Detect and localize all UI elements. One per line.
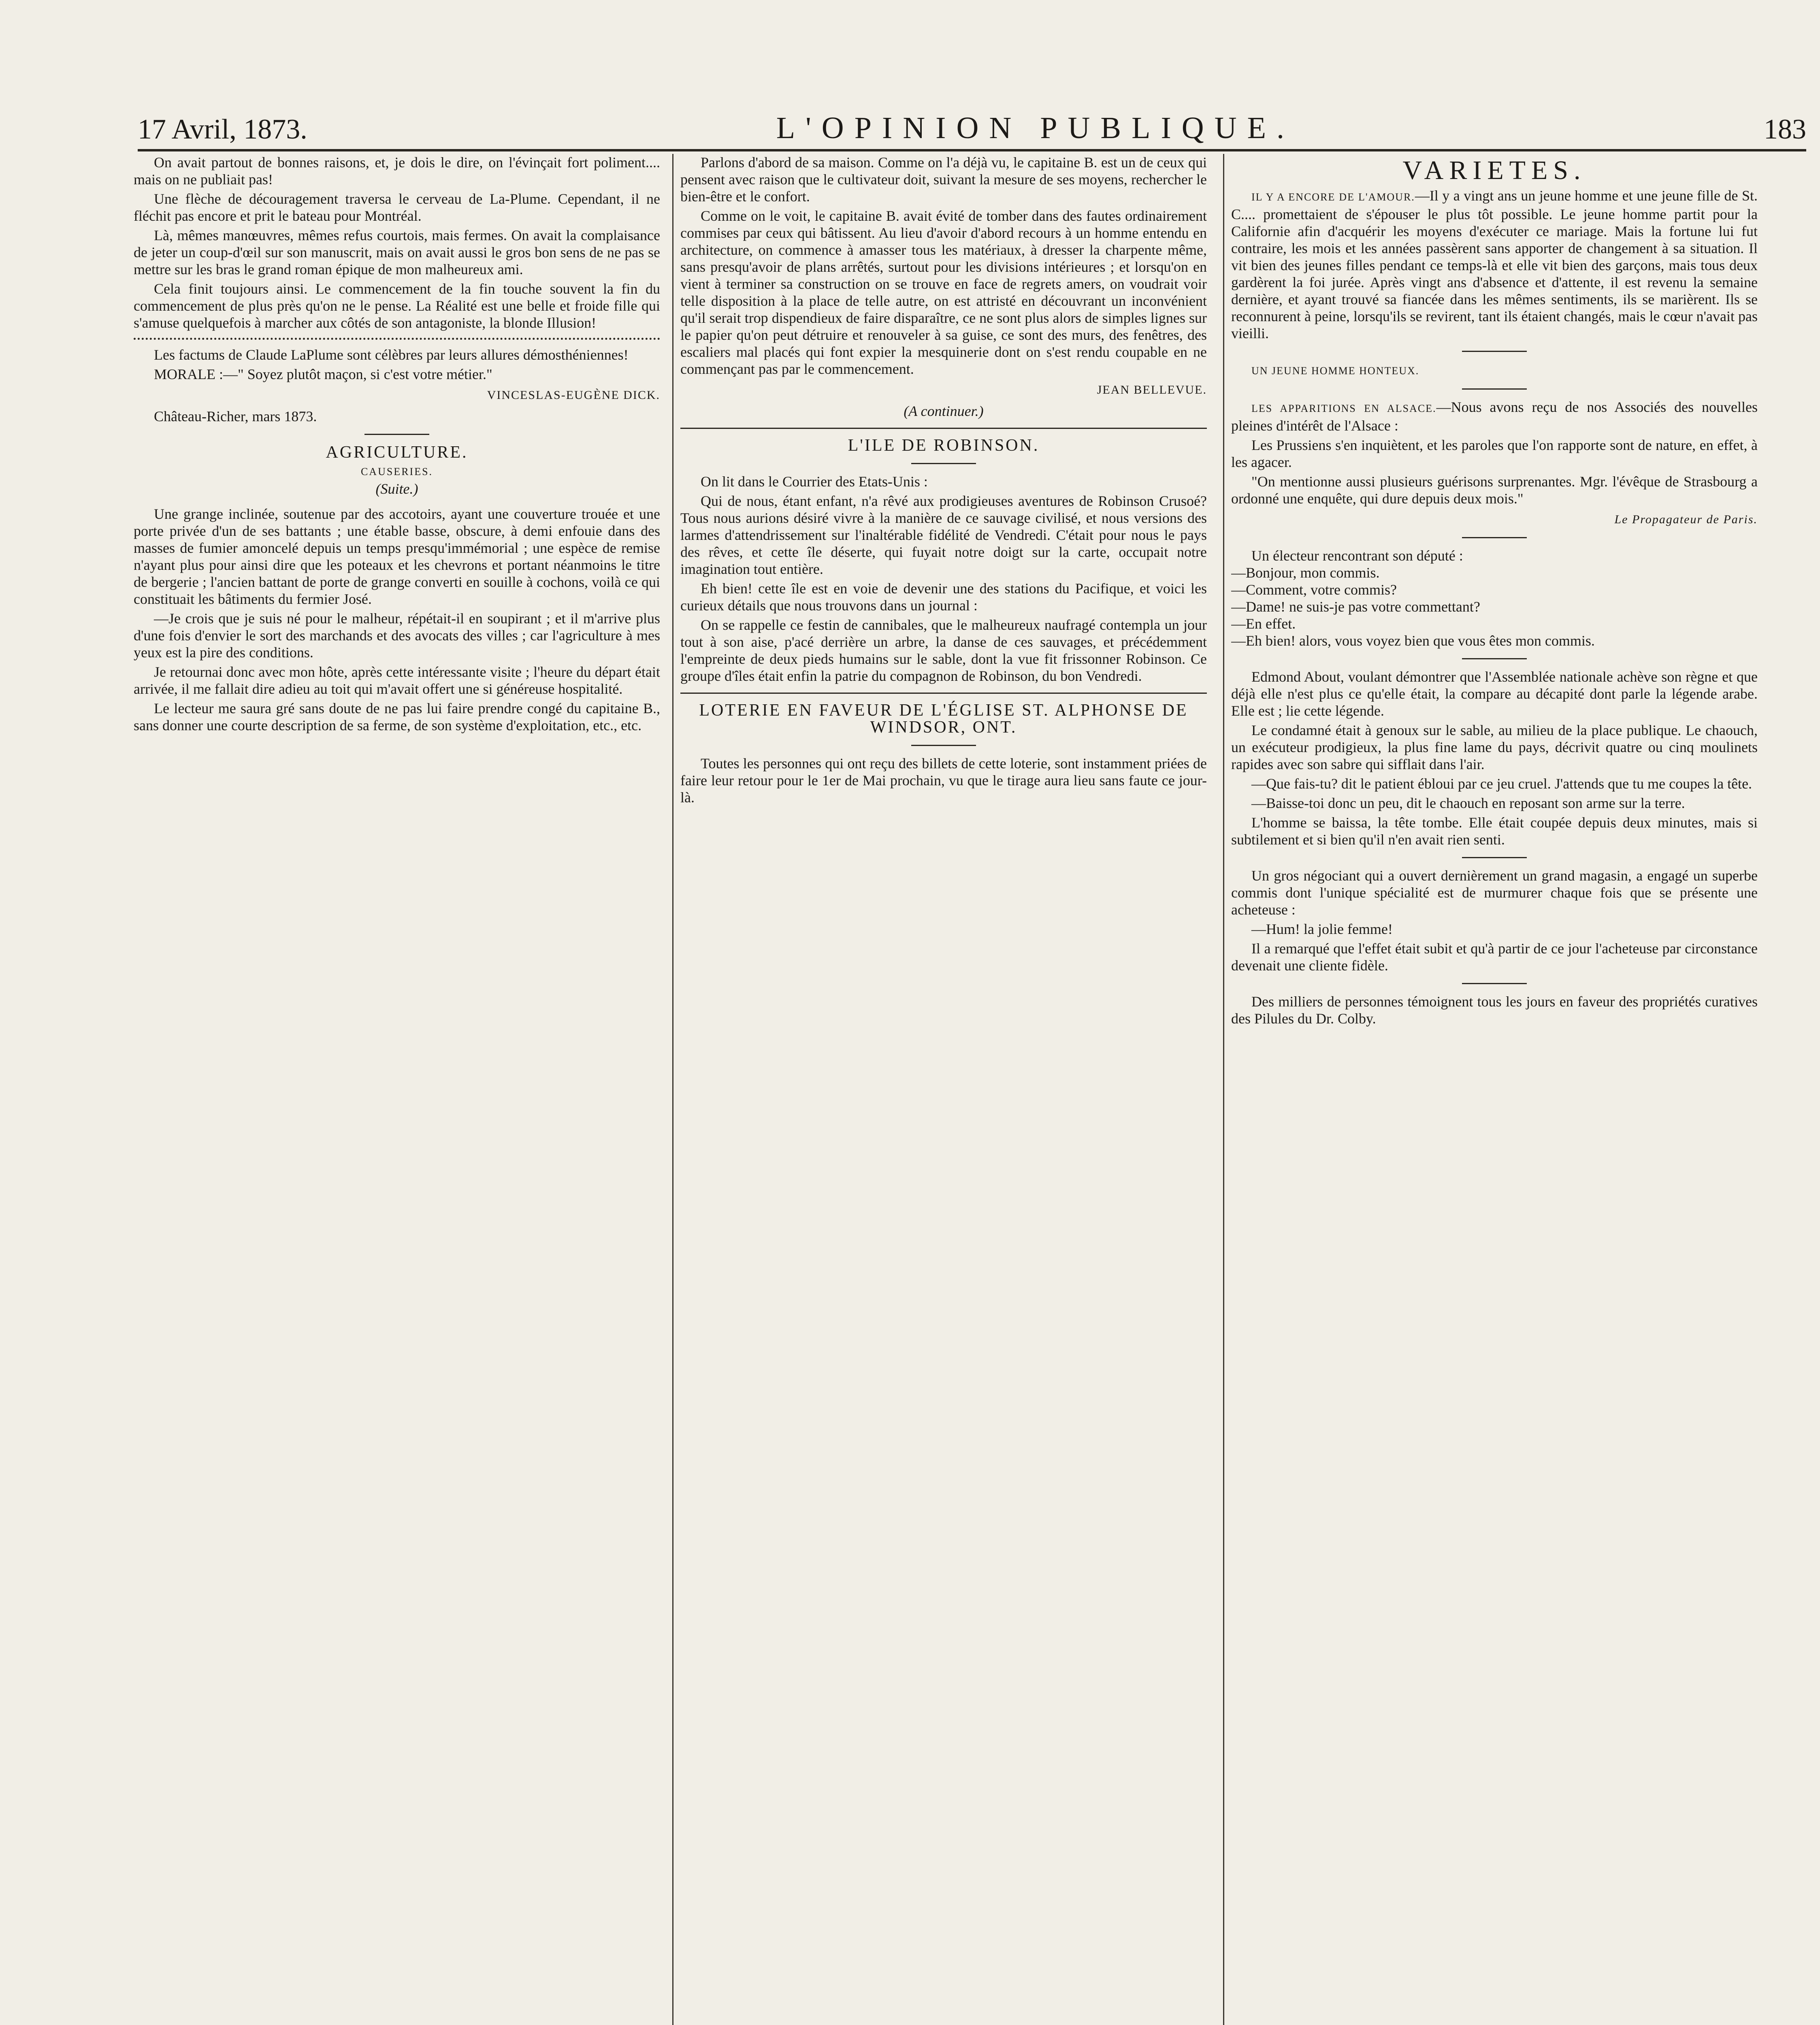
item-text: —Il y a vingt ans un jeune homme et une jeune fille de St. C.... promettaient de s'épouser le plus tôt possible. Le jeune homme partit pour la Californie afin d'acquérir les moyens d'exécuter ce mariage. Mais la fortune lui fut contraire, les mois et les années passèrent sans apporter de changement à sa situation. Il vit bien des jeunes filles pendant ce temps-là et elle vit bien des garçons, mais tous deux gardèrent la foi jurée. Après vingt ans d'absence et d'attente, il est revenu la semaine dernière, et ayant trouvé sa fiancée dans les mêmes sentiments, ils se marièrent. Ils se reconnurent à peine, lorsqu'ils se revirent, tant ils étaient changés, mais le cœur n'avait pas vieilli. [1231, 188, 1758, 341]
paragraph: Toutes les personnes qui ont reçu des billets de cette loterie, sont instamment priées de faire leur retour pour le 1er de Mai prochain, vu que le tirage aura lieu sans faute ce jour-là. [680, 755, 1207, 806]
section-title: LOTERIE EN FAVEUR DE L'ÉGLISE ST. ALPHONSE DE WINDSOR, ONT. [699, 701, 1188, 737]
paragraph: Le condamné était à genoux sur le sable, au milieu de la place publique. Le chaouch, un exécuteur prodigieux, la plus fine lame du pays, décrivit quatre ou cinq moulinets rapides avec son sabre qui sifflait dans l'air. [1231, 722, 1758, 772]
paragraph [1231, 399, 1758, 434]
section-title: VARIETES. [1402, 156, 1586, 185]
moral: MORALE :—" Soyez plutôt maçon, si c'est votre métier." [154, 366, 492, 382]
paragraph: "On mentionne aussi plusieurs guérisons surprenantes. Mgr. l'évêque de Strasbourg a ordonné une enquête, qui dure depuis deux mois." [1231, 473, 1758, 507]
item-lead: IL Y A ENCORE DE L'AMOUR. [1251, 191, 1415, 203]
column-3 [1231, 154, 1758, 2025]
column-separator [672, 154, 673, 2025]
item-lead: UN JEUNE HOMME HONTEUX. [1251, 365, 1419, 377]
dialogue [1231, 547, 1758, 649]
dialogue-line: —Dame! ne suis-je pas votre commettant? [1231, 599, 1480, 615]
section-subtitle-suite: (Suite.) [375, 481, 418, 497]
paragraph: Des milliers de personnes témoignent tous les jours en faveur des propriétés curatives des Pilules du Dr. Colby. [1231, 993, 1758, 1027]
paragraph: Là, mêmes manœuvres, mêmes refus courtois, mais fermes. On avait la complaisance de jeter un coup-d'œil sur son manuscrit, mais on avait aussi le gros bon sens de ne pas se mettre sur les bras le grand roman épique de mon malheureux ami. [134, 227, 660, 277]
paragraph: Une grange inclinée, soutenue par des accotoirs, ayant une couverture trouée et une porte privée d'un de ses battants ; une étable basse, obscure, à demi enfouie dans des masses de fumier amoncelé depuis un temps presqu'immémorial ; une espèce de remise n'ayant plus pour ainsi dire que les poteaux et les chevrons et portant néanmoins le titre de bergerie ; l'ancien battant de porte de grange converti en souille à cochons, voilà ce qui constituait les bâtiments du fermier José. [134, 506, 660, 607]
column-1 [134, 154, 660, 2025]
paragraph: On se rappelle ce festin de cannibales, que le malheureux naufragé contempla un jour tout à son aise, p'acé derrière un arbre, la danse de ces sauvages, et précédemment l'empreinte de deux pieds humains sur le sable, dont la vue fit frissonner Robinson. Ce groupe d'îles était enfin la patrie du compagnon de Robinson, du bon Vendredi. [680, 617, 1207, 684]
to-be-continued: (A continuer.) [904, 403, 984, 419]
section-title: L'ILE DE ROBINSON. [848, 436, 1040, 455]
short-rule [1462, 983, 1527, 984]
paragraph: —Hum! la jolie femme! [1251, 921, 1393, 937]
item-lead: LES APPARITIONS EN ALSACE. [1251, 403, 1436, 414]
section-rule [680, 693, 1207, 694]
short-rule [911, 745, 976, 746]
paragraph: Je retournai donc avec mon hôte, après cette intéressante visite ; l'heure du départ était arrivée, il me fallait dire adieu au toit qui m'avait offert une si généreuse hospitalité. [134, 664, 660, 697]
paragraph [1231, 187, 1758, 342]
paragraph: Le lecteur me saura gré sans doute de ne pas lui faire prendre congé du capitaine B., sans donner une courte description de sa ferme, de son système d'exploitation, etc., etc. [134, 700, 660, 733]
author-signature: VINCESLAS-EUGÈNE DICK. [487, 388, 660, 402]
masthead [138, 97, 1806, 146]
paragraph: Les factums de Claude LaPlume sont célèbres par leurs allures démosthéniennes! [154, 347, 629, 363]
newspaper-title: L'OPINION PUBLIQUE. [776, 111, 1295, 145]
short-rule [911, 463, 976, 464]
paragraph [1231, 361, 1758, 379]
paragraph: —Je crois que je suis né pour le malheur, répétait-il en soupirant ; et il m'arrive plus d'une fois d'envier le sort des marchands et des avocats des villes ; car l'agriculture à mes yeux est la pire des conditions. [134, 610, 660, 661]
page-number: 183 [1763, 114, 1806, 145]
dialogue-line: —Comment, votre commis? [1231, 582, 1397, 598]
paragraph: Comme on le voit, le capitaine B. avait évité de tomber dans des fautes ordinairement commises par ceux qui bâtissent. Au lieu d'avoir d'abord recours à un homme entendu en architecture, on commence à amasser tous les matériaux, à dresser la charpente même, sans presqu'avoir de plans arrêtés, surtout pour les divisions intérieures ; et lorsqu'on en vient à terminer sa construction on se trouve en face de regrets amers, on voudrait voir telle disposition à la place de telle autre, on est attristé en découvrant un inconvénient qu'il serait trop dispendieux de faire disparaître, ce ne sont plus alors de simples lignes sur le papier qu'on peut détruire et renouveler à sa guise, ce sont des murs, des fenêtres, des escaliers mal placés qui font expier la mesquinerie dont on s'est rendu coupable en ne commençant pas par le commencement. [680, 208, 1207, 377]
place-date: Château-Richer, mars 1873. [154, 408, 317, 424]
paragraph: Parlons d'abord de sa maison. Comme on l'a déjà vu, le capitaine B. est un de ceux qui pensent avec raison que le cultivateur doit, suivant la mesure de ses moyens, rechercher le bien-être et le confort. [680, 154, 1207, 205]
source-signature: Le Propagateur de Paris. [1614, 513, 1758, 526]
paragraph: Les Prussiens s'en inquiètent, et les paroles que l'on rapporte sont de nature, en effet, à les agacer. [1231, 437, 1758, 470]
paragraph: Qui de nous, étant enfant, n'a rêvé aux prodigieuses aventures de Robinson Crusoé? Tous nous aurions désiré vivre à la manière de ce sauvage civilisé, et nous versions des larmes d'attendrissement sur l'inaltérable fidélité de Vendredi. C'était pour nous le pays des rêves, et cette île déserte, qui fuyait notre doigt sur la carte, occupait notre imagination tout entière. [680, 493, 1207, 577]
short-rule [1462, 351, 1527, 352]
issue-date: 17 Avril, 1873. [138, 114, 307, 145]
paragraph: Il a remarqué que l'effet était subit et qu'à partir de ce jour l'acheteuse par circonstance devenait une cliente fidèle. [1231, 940, 1758, 974]
dialogue-line: —Bonjour, mon commis. [1231, 565, 1380, 581]
column-separator [1223, 154, 1224, 2025]
short-rule [1462, 857, 1527, 858]
short-rule [364, 434, 429, 435]
paragraph: Une flèche de découragement traversa le cerveau de La-Plume. Cependant, il ne fléchit pas encore et prit le bateau pour Montréal. [134, 191, 660, 224]
item-text: —Nous avons reçu de nos Associés des nouvelles pleines d'intérêt de l'Alsace : [1231, 399, 1758, 434]
short-rule [1462, 537, 1527, 538]
paragraph: On lit dans le Courrier des Etats-Unis : [701, 473, 928, 490]
section-subtitle: CAUSERIES. [360, 466, 433, 477]
dialogue-line: —En effet. [1231, 616, 1296, 632]
dialogue-line: Un électeur rencontrant son député : [1251, 548, 1463, 564]
header-rule [138, 149, 1806, 151]
dotted-separator [134, 338, 660, 340]
paragraph: Edmond About, voulant démontrer que l'Assemblée nationale achève son règne et que déjà elle n'est plus ce qu'elle était, la compare au décapité dont parle la légende arabe. Elle est ; lie cette légende. [1231, 669, 1758, 719]
short-rule [1462, 388, 1527, 390]
paragraph: —Baisse-toi donc un peu, dit le chaouch en reposant son arme sur la terre. [1251, 795, 1685, 811]
section-title: AGRICULTURE. [326, 443, 468, 462]
short-rule [1462, 658, 1527, 659]
paragraph: Cela finit toujours ainsi. Le commencement de la fin touche souvent la fin du commencement de plus près qu'on ne le pense. La Réalité est une belle et froide fille qui s'amuse quelquefois à marcher aux côtés de son antagoniste, la blonde Illusion! [134, 281, 660, 331]
paragraph: Un gros négociant qui a ouvert dernièrement un grand magasin, a engagé un superbe commis dont l'unique spécialité est de murmurer chaque fois que se présente une acheteuse : [1231, 868, 1758, 918]
paragraph: —Que fais-tu? dit le patient ébloui par ce jeu cruel. J'attends que tu me coupes la tête. [1251, 776, 1752, 792]
author-signature: JEAN BELLEVUE. [1097, 383, 1207, 396]
paragraph: On avait partout de bonnes raisons, et, je dois le dire, on l'évinçait fort poliment.... mais on ne publiait pas! [134, 154, 660, 188]
section-rule [680, 428, 1207, 429]
paragraph: Eh bien! cette île est en voie de devenir une des stations du Pacifique, et voici les curieux détails que nous trouvons dans un journal : [680, 580, 1207, 614]
dialogue-line: —Eh bien! alors, vous voyez bien que vous êtes mon commis. [1231, 633, 1595, 649]
column-2 [680, 154, 1207, 2025]
paragraph: L'homme se baissa, la tête tombe. Elle était coupée depuis deux minutes, mais si subtilement et si bien qu'il n'en avait rien senti. [1231, 814, 1758, 848]
